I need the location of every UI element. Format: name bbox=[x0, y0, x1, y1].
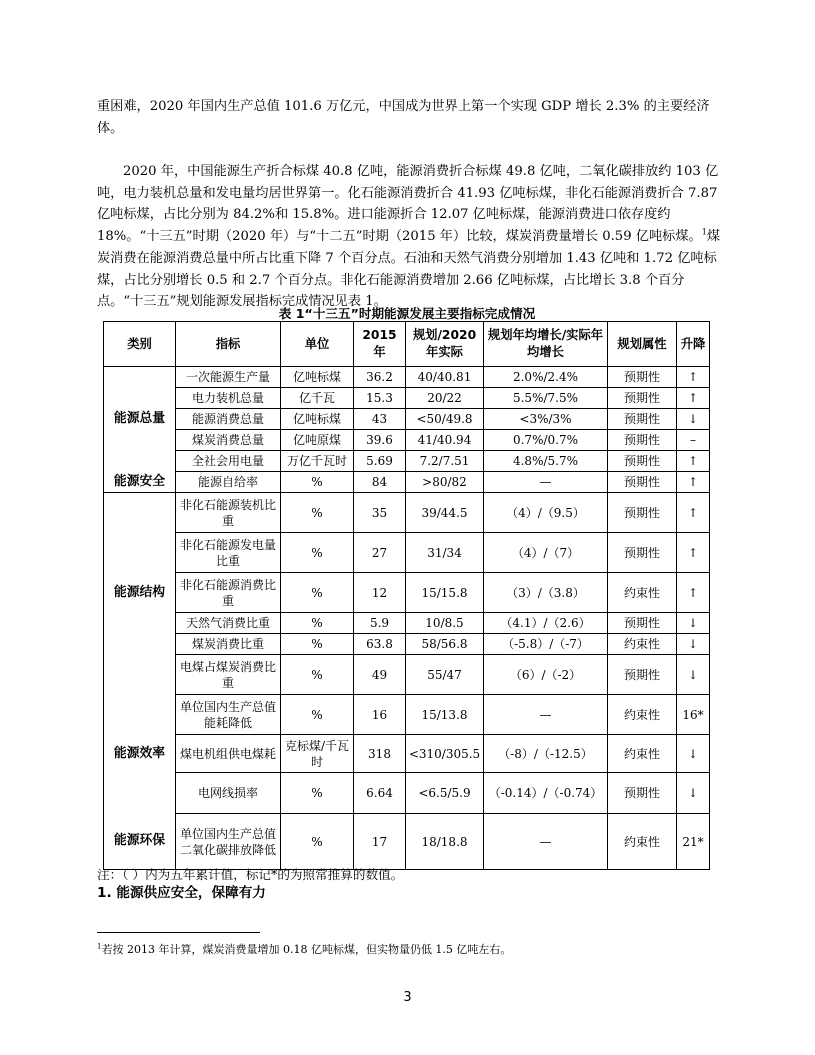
plan-2020-cell: 18/18.8 bbox=[406, 814, 484, 870]
trend-cell: ↓ bbox=[677, 409, 710, 430]
value-2015-cell: 15.3 bbox=[354, 388, 406, 409]
growth-cell: 4.8%/5.7% bbox=[484, 451, 608, 472]
category-cell bbox=[104, 613, 176, 634]
trend-cell: ↓ bbox=[677, 613, 710, 634]
table-row bbox=[104, 409, 710, 430]
indicator-cell: 单位国内生产总值能耗降低 bbox=[176, 695, 281, 735]
trend-cell: ↑ bbox=[677, 388, 710, 409]
unit-cell: % bbox=[281, 814, 354, 870]
growth-cell: <3%/3% bbox=[484, 409, 608, 430]
unit-cell: 亿千瓦 bbox=[281, 388, 354, 409]
indicator-cell: 非化石能源发电量比重 bbox=[176, 533, 281, 573]
indicator-cell: 煤炭消费总量 bbox=[176, 430, 281, 451]
plan-2020-cell: <50/49.8 bbox=[406, 409, 484, 430]
growth-cell: （4）/（7） bbox=[484, 533, 608, 573]
plan-2020-cell: 31/34 bbox=[406, 533, 484, 573]
value-2015-cell: 35 bbox=[354, 493, 406, 533]
indicator-cell: 全社会用电量 bbox=[176, 451, 281, 472]
attribute-cell: 预期性 bbox=[608, 451, 677, 472]
category-energy-efficiency: 能源效率 bbox=[104, 735, 176, 773]
footnote-text: 若按 2013 年计算，煤炭消费量增加 0.18 亿吨标煤，但实物量仍低 1.5 亿吨左右。 bbox=[101, 943, 512, 956]
paragraph-1: 重困难，2020 年国内生产总值 101.6 万亿元，中国成为世界上第一个实现 GDP 增长 2.3% 的主要经济体。 bbox=[97, 99, 710, 136]
unit-cell: % bbox=[281, 655, 354, 695]
growth-cell: （-8）/（-12.5） bbox=[484, 735, 608, 773]
unit-cell: 克标煤/千瓦时 bbox=[281, 735, 354, 773]
indicator-cell: 一次能源生产量 bbox=[176, 367, 281, 388]
attribute-cell: 预期性 bbox=[608, 613, 677, 634]
attribute-cell: 约束性 bbox=[608, 634, 677, 655]
paragraph-2-part-a: 2020 年，中国能源生产折合标煤 40.8 亿吨，能源消费折合标煤 49.8 亿吨，二氧化碳排放约 103 亿吨，电力装机总量和发电量均居世界第一。化石能源消费折合 41.93 亿吨标煤，非化石能源消费折合 7.87 亿吨标煤，占比分别为 84.2%和 15.8%。进口能源折合 12.07 亿吨标煤，能源消费进口依存度约 18%。“十三五”时期（2020 年）与“十二五”时期（2015 年）比较，煤炭消费量增长 0.59 亿吨标煤。 bbox=[97, 164, 719, 245]
table-row bbox=[104, 533, 710, 573]
trend-cell: ↓ bbox=[677, 773, 710, 814]
unit-cell: 亿吨原煤 bbox=[281, 430, 354, 451]
category-cell bbox=[104, 430, 176, 451]
category-cell bbox=[104, 655, 176, 695]
footnote-mark: 1 bbox=[97, 942, 102, 951]
value-2015-cell: 318 bbox=[354, 735, 406, 773]
growth-cell: 2.0%/2.4% bbox=[484, 367, 608, 388]
attribute-cell: 约束性 bbox=[608, 695, 677, 735]
attribute-cell: 预期性 bbox=[608, 472, 677, 493]
indicator-cell: 非化石能源消费比重 bbox=[176, 573, 281, 613]
table-row bbox=[104, 695, 710, 735]
plan-2020-cell: 20/22 bbox=[406, 388, 484, 409]
category-energy-total: 能源总量 bbox=[104, 409, 176, 430]
trend-cell: ↓ bbox=[677, 634, 710, 655]
table-row bbox=[104, 388, 710, 409]
paragraph-2 bbox=[97, 161, 727, 313]
attribute-cell: 约束性 bbox=[608, 735, 677, 773]
unit-cell: % bbox=[281, 695, 354, 735]
indicator-cell: 电煤占煤炭消费比重 bbox=[176, 655, 281, 695]
table-row bbox=[104, 430, 710, 451]
value-2015-cell: 63.8 bbox=[354, 634, 406, 655]
category-energy-security: 能源安全 bbox=[104, 472, 176, 493]
growth-cell: （4）/（9.5） bbox=[484, 493, 608, 533]
trend-cell: 21* bbox=[677, 814, 710, 870]
plan-2020-cell: 58/56.8 bbox=[406, 634, 484, 655]
growth-cell: — bbox=[484, 814, 608, 870]
category-cell bbox=[104, 451, 176, 472]
unit-cell: % bbox=[281, 773, 354, 814]
category-cell bbox=[104, 533, 176, 573]
indicator-cell: 能源自给率 bbox=[176, 472, 281, 493]
trend-cell: ↑ bbox=[677, 533, 710, 573]
growth-cell: （-0.14）/（-0.74） bbox=[484, 773, 608, 814]
table-row bbox=[104, 634, 710, 655]
indicator-cell: 单位国内生产总值二氧化碳排放降低 bbox=[176, 814, 281, 870]
value-2015-cell: 84 bbox=[354, 472, 406, 493]
growth-cell: 5.5%/7.5% bbox=[484, 388, 608, 409]
section-heading: 1. 能源供应安全，保障有力 bbox=[97, 885, 266, 901]
footnote-separator bbox=[97, 932, 260, 933]
category-cell bbox=[104, 634, 176, 655]
plan-2020-cell: 15/13.8 bbox=[406, 695, 484, 735]
table-header-row bbox=[104, 322, 710, 367]
trend-cell: ↑ bbox=[677, 367, 710, 388]
indicator-cell: 能源消费总量 bbox=[176, 409, 281, 430]
unit-cell: % bbox=[281, 533, 354, 573]
header-attribute: 规划属性 bbox=[608, 322, 677, 367]
value-2015-cell: 17 bbox=[354, 814, 406, 870]
unit-cell: 万亿千瓦时 bbox=[281, 451, 354, 472]
header-growth: 规划年均增长/实际年均增长 bbox=[484, 322, 608, 367]
growth-cell: — bbox=[484, 472, 608, 493]
indicator-cell: 电网线损率 bbox=[176, 773, 281, 814]
plan-2020-cell: 39/44.5 bbox=[406, 493, 484, 533]
value-2015-cell: 43 bbox=[354, 409, 406, 430]
value-2015-cell: 49 bbox=[354, 655, 406, 695]
unit-cell: % bbox=[281, 634, 354, 655]
plan-2020-cell: 10/8.5 bbox=[406, 613, 484, 634]
trend-cell: ↑ bbox=[677, 472, 710, 493]
table-row bbox=[104, 814, 710, 870]
category-cell bbox=[104, 367, 176, 388]
unit-cell: % bbox=[281, 573, 354, 613]
growth-cell: （-5.8）/（-7） bbox=[484, 634, 608, 655]
plan-2020-cell: 40/40.81 bbox=[406, 367, 484, 388]
category-cell bbox=[104, 388, 176, 409]
indicator-table bbox=[103, 321, 710, 870]
table-row bbox=[104, 472, 710, 493]
table-row bbox=[104, 367, 710, 388]
trend-cell: – bbox=[677, 430, 710, 451]
value-2015-cell: 6.64 bbox=[354, 773, 406, 814]
attribute-cell: 预期性 bbox=[608, 367, 677, 388]
attribute-cell: 预期性 bbox=[608, 388, 677, 409]
plan-2020-cell: 15/15.8 bbox=[406, 573, 484, 613]
plan-2020-cell: 55/47 bbox=[406, 655, 484, 695]
header-indicator: 指标 bbox=[176, 322, 281, 367]
attribute-cell: 预期性 bbox=[608, 430, 677, 451]
growth-cell: 0.7%/0.7% bbox=[484, 430, 608, 451]
unit-cell: % bbox=[281, 613, 354, 634]
header-2015: 2015 年 bbox=[354, 322, 406, 367]
value-2015-cell: 16 bbox=[354, 695, 406, 735]
attribute-cell: 预期性 bbox=[608, 493, 677, 533]
indicator-cell: 非化石能源装机比重 bbox=[176, 493, 281, 533]
growth-cell: （6）/（-2） bbox=[484, 655, 608, 695]
value-2015-cell: 12 bbox=[354, 573, 406, 613]
trend-cell: ↓ bbox=[677, 655, 710, 695]
table-row bbox=[104, 493, 710, 533]
value-2015-cell: 36.2 bbox=[354, 367, 406, 388]
value-2015-cell: 27 bbox=[354, 533, 406, 573]
unit-cell: % bbox=[281, 472, 354, 493]
value-2015-cell: 39.6 bbox=[354, 430, 406, 451]
attribute-cell: 预期性 bbox=[608, 773, 677, 814]
header-category: 类别 bbox=[104, 322, 176, 367]
table-row bbox=[104, 773, 710, 814]
unit-cell: % bbox=[281, 493, 354, 533]
attribute-cell: 预期性 bbox=[608, 533, 677, 573]
footnote-reference[interactable]: 1 bbox=[701, 227, 707, 237]
indicator-cell: 电力装机总量 bbox=[176, 388, 281, 409]
header-unit: 单位 bbox=[281, 322, 354, 367]
plan-2020-cell: <310/305.5 bbox=[406, 735, 484, 773]
page-number: 3 bbox=[403, 990, 412, 1005]
category-cell bbox=[104, 695, 176, 735]
indicator-cell: 煤炭消费比重 bbox=[176, 634, 281, 655]
value-2015-cell: 5.69 bbox=[354, 451, 406, 472]
attribute-cell: 约束性 bbox=[608, 814, 677, 870]
table-caption: 表 1“十三五”时期能源发展主要指标完成情况 bbox=[278, 306, 536, 321]
paragraph-2-part-b: 煤炭消费在能源消费总量中所占比重下降 7 个百分点。石油和天然气消费分别增加 1.43 亿吨和 1.72 亿吨标煤，占比分别增长 0.5 和 2.7 个百分点。非化石能源消费增加 2.66 亿吨标煤，占比增长 3.8 个百分点。“十三五”规划能源发展指标完成情况见表 1。 bbox=[97, 229, 720, 310]
plan-2020-cell: <6.5/5.9 bbox=[406, 773, 484, 814]
table-row bbox=[104, 573, 710, 613]
attribute-cell: 预期性 bbox=[608, 409, 677, 430]
unit-cell: 亿吨标煤 bbox=[281, 367, 354, 388]
attribute-cell: 预期性 bbox=[608, 655, 677, 695]
indicator-cell: 煤电机组供电煤耗 bbox=[176, 735, 281, 773]
category-cell bbox=[104, 493, 176, 533]
category-energy-environment: 能源环保 bbox=[104, 814, 176, 870]
header-plan-2020: 规划/2020 年实际 bbox=[406, 322, 484, 367]
plan-2020-cell: 41/40.94 bbox=[406, 430, 484, 451]
header-trend: 升降 bbox=[677, 322, 710, 367]
trend-cell: ↓ bbox=[677, 735, 710, 773]
table-row bbox=[104, 451, 710, 472]
indicator-cell: 天然气消费比重 bbox=[176, 613, 281, 634]
table-row bbox=[104, 655, 710, 695]
trend-cell: ↑ bbox=[677, 573, 710, 613]
table-note: 注：（ ）内为五年累计值，标记*的为照常推算的数值。 bbox=[97, 867, 404, 882]
plan-2020-cell: >80/82 bbox=[406, 472, 484, 493]
table-row bbox=[104, 613, 710, 634]
value-2015-cell: 5.9 bbox=[354, 613, 406, 634]
plan-2020-cell: 7.2/7.51 bbox=[406, 451, 484, 472]
trend-cell: 16* bbox=[677, 695, 710, 735]
unit-cell: 亿吨标煤 bbox=[281, 409, 354, 430]
trend-cell: ↑ bbox=[677, 493, 710, 533]
growth-cell: （4.1）/（2.6） bbox=[484, 613, 608, 634]
growth-cell: — bbox=[484, 695, 608, 735]
attribute-cell: 约束性 bbox=[608, 573, 677, 613]
category-energy-structure: 能源结构 bbox=[104, 573, 176, 613]
trend-cell: ↑ bbox=[677, 451, 710, 472]
growth-cell: （3）/（3.8） bbox=[484, 573, 608, 613]
footnote bbox=[97, 941, 511, 957]
table-row bbox=[104, 735, 710, 773]
category-cell bbox=[104, 773, 176, 814]
